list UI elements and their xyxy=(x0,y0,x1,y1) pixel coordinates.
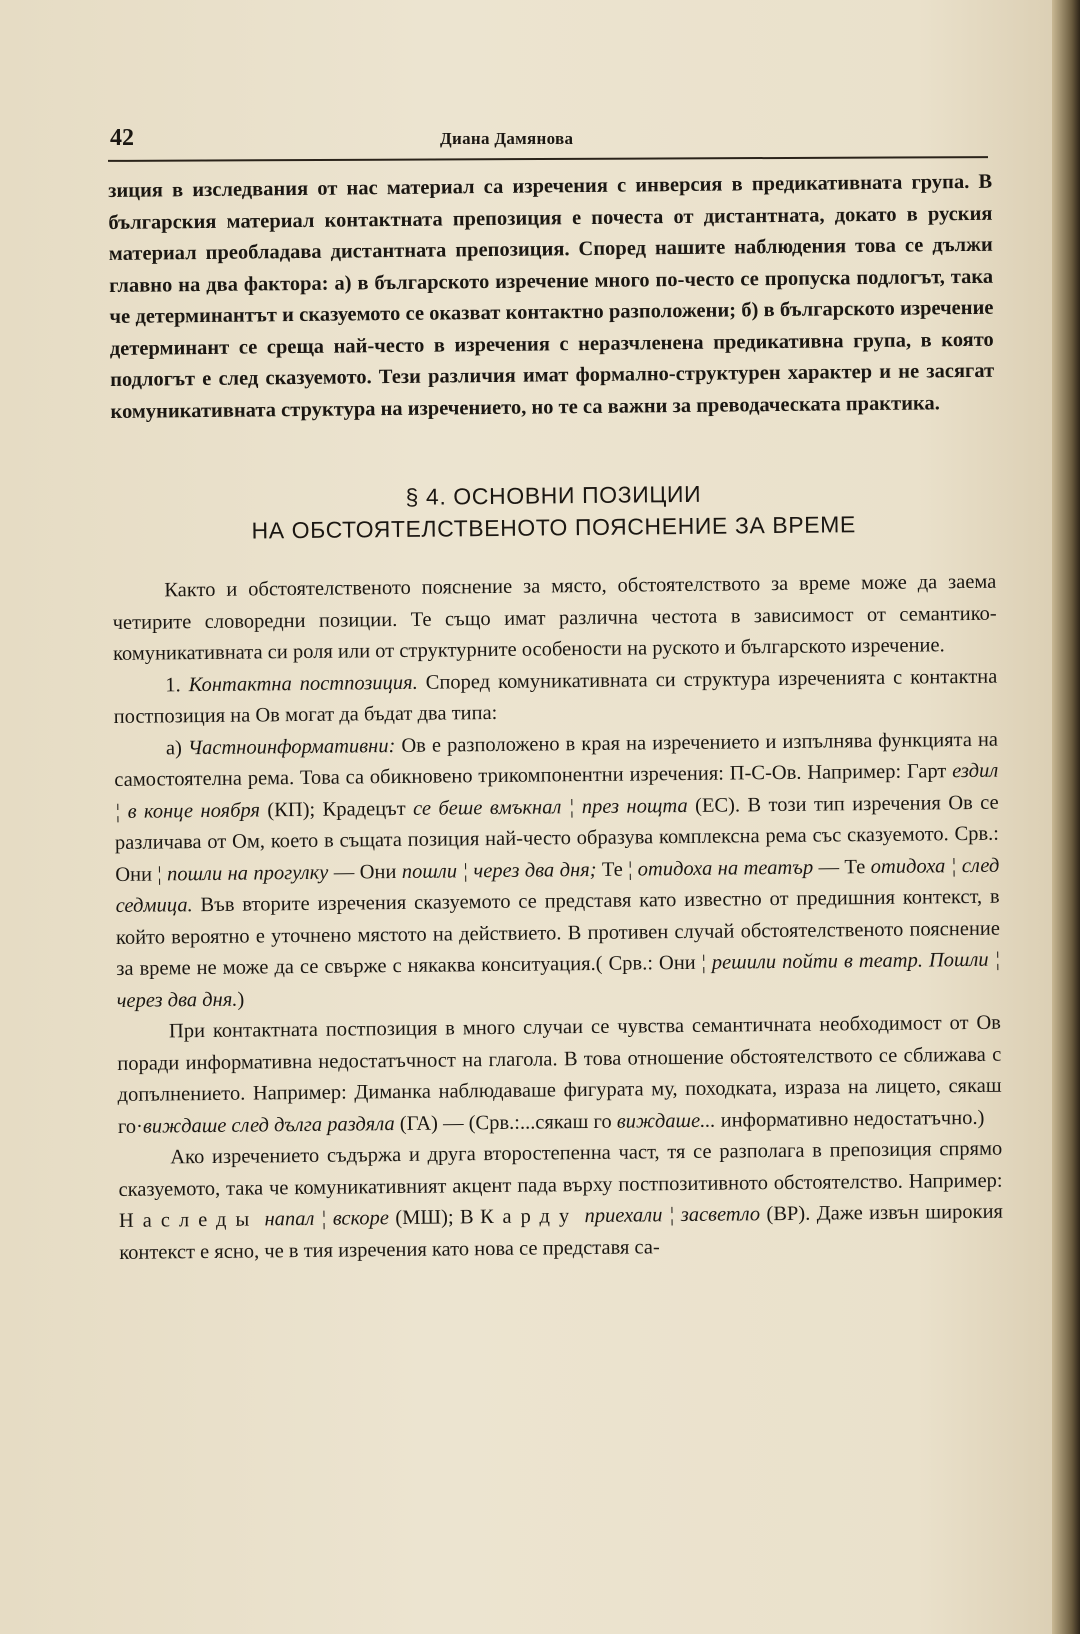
example: виждаше... xyxy=(616,1109,716,1133)
text: — Те xyxy=(818,855,866,879)
example: отидоха ¦ след седмица. xyxy=(115,854,1000,917)
section-heading xyxy=(111,475,996,548)
example: приехали ¦ засветло xyxy=(584,1203,761,1228)
paragraph-3 xyxy=(113,661,998,733)
example: виждаше след дълга раздяла xyxy=(142,1112,395,1138)
text: (ВР). Даже извън широкия контекст е ясно, че в тия изречения като нова се представя са- xyxy=(119,1200,1004,1264)
body-text xyxy=(108,167,1003,1269)
page-header xyxy=(110,125,990,161)
text: Oв е разположено в края на изречението и изпълнява функцията на самостоятелна рема. Това са обикновено трикомпонентни изречения: П-С-Oв. Например: Гарт xyxy=(114,728,999,791)
text: Ако изречението съдържа и друга второстепенна част, тя се разполага в препозиция спрямо сказуемото, така че комуникативният акцент пада върху постпозитивното обстоятелство. Например: xyxy=(118,1137,1003,1201)
text: Във вторите изречения сказуемото се представя като известно от предишния контекст, в който вероятно е уточнено мястото на действието. В противен случай обстоятелственото пояснение за време не може да се свърже с някаква конситуация.( Срв.: Они ¦ xyxy=(115,885,1001,980)
book-spine-shadow xyxy=(1052,0,1080,1634)
text: (ГА) — (Срв.:...сякаш го xyxy=(399,1110,612,1135)
text: ) xyxy=(237,988,245,1011)
paragraph-2: Както и обстоятелственото пояснение за място, обстоятелството за време може да заема четирите словоредни позиции. Те също имат различна честота в зависимост от семантико-комуникативната си роля или от структурните особености на руското и българското изречение. xyxy=(112,570,997,665)
text: (ЕС). В този тип изречения Oв се различава от Oм, което в същата позиция най-често образува комплексна рема със сказуемото. Срв.: Они ¦ xyxy=(114,791,1000,886)
example: пошли на прогулку xyxy=(166,861,329,885)
example: се беше вмъкнал ¦ през нощта xyxy=(412,794,688,820)
text: Те ¦ xyxy=(601,858,633,881)
text: (МШ); В xyxy=(395,1206,474,1230)
section-heading-line1: § 4. ОСНОВНИ ПОЗИЦИИ xyxy=(405,480,702,510)
example: отидоха на театър xyxy=(637,856,814,880)
running-head: Диана Дамянова xyxy=(440,129,574,148)
section-heading-line2: НА ОБСТОЯТЕЛСТВЕНОТО ПОЯСНЕНИЕ ЗА ВРЕМЕ xyxy=(251,511,856,544)
item-letter: а) xyxy=(165,736,183,759)
paragraph-1: зиция в изследвания от нас материал са изречения с инверсия в предикативната група. В българския материал контактната препозиция е почеста от дистантната, докато в руския материал преобладава дистантната препозиция. Според нашите наблюдения това се дължи главно на два фактора: а) в българското изречение много по-често се пропуска подлогът, така че детерминантът и сказуемото се оказват контактно разположени; б) в българското изречение детерминант се среща най-често в изречения с неразчленена предикативна група, в която подлогът е след сказуемото. Тези различия имат формално-структурен характер и не засягат комуникативната структура на изречението, но те са важни за преводаческата практика. xyxy=(108,170,995,423)
paragraph-6 xyxy=(118,1134,1003,1269)
paragraph-5 xyxy=(117,1008,1002,1143)
term: Контактна постпозиция. xyxy=(188,671,418,696)
spaced-word: Наследы xyxy=(118,1208,259,1232)
spaced-word: Карду xyxy=(479,1205,579,1229)
text: — Они xyxy=(333,860,397,884)
page-number: 42 xyxy=(110,125,134,151)
text: информативно недостатъчно.) xyxy=(720,1106,985,1132)
example: ездил ¦ в конце ноября xyxy=(114,759,999,823)
text: (КП); Крадецът xyxy=(267,797,406,821)
paragraph-4 xyxy=(114,724,1001,1017)
text: Според комуникативната си структура изреченията с контактна постпозиция на Oв могат да бъдат два типа: xyxy=(113,665,998,728)
term: Частноинформативни: xyxy=(187,734,396,759)
item-number: 1. xyxy=(165,673,181,696)
example: решили пойти в театр. Пошли ¦ через два дня. xyxy=(116,948,1001,1012)
text: При контактната постпозиция в много случаи се чувства семантичната необходимост от Oв поради информативна недостатъчност на глагола. В това отношение обстоятелството се сближава с допълнението. Например: Диманка наблюдаваше фигурата му, походката, израза на лицето, сякаш го· xyxy=(117,1011,1002,1138)
example: пошли ¦ через два дня; xyxy=(401,858,597,883)
example: напал ¦ вскоре xyxy=(264,1207,390,1231)
